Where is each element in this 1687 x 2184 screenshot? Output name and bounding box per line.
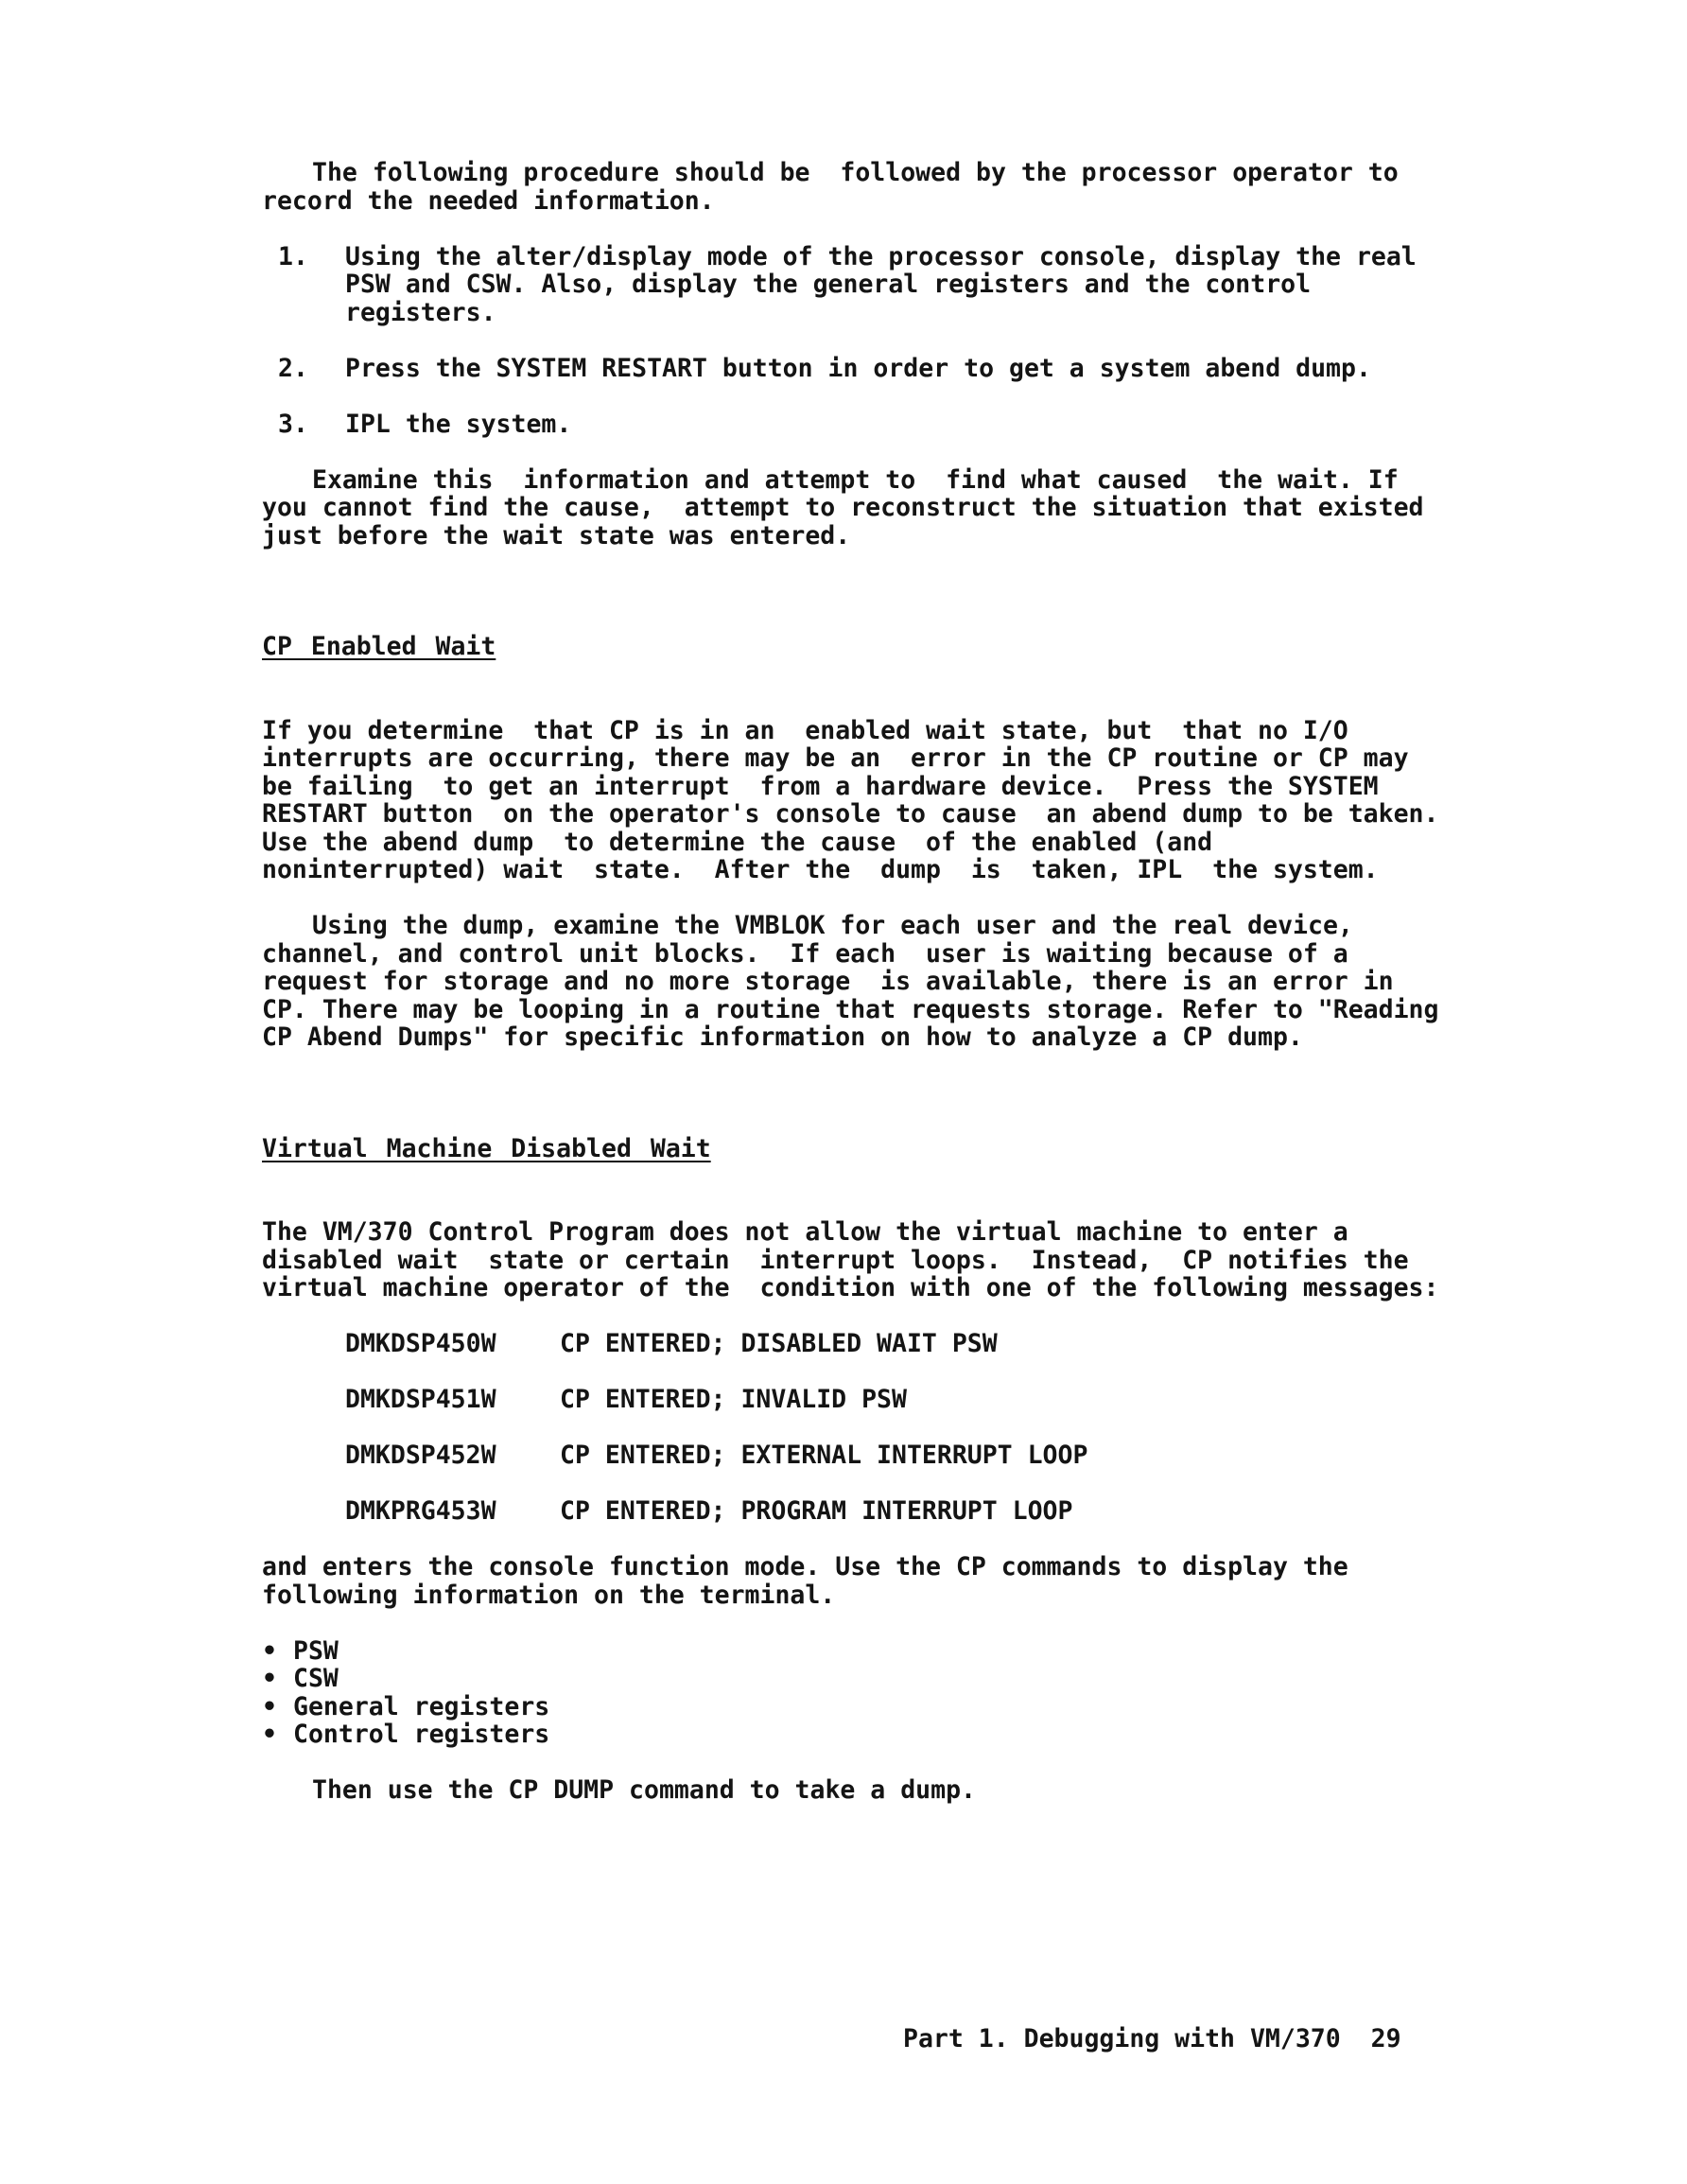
step-text: Press the SYSTEM RESTART button in order to get a system abend dump.: [345, 353, 1371, 383]
section-heading-vm-disabled-wait: Virtual Machine Disabled Wait: [262, 1133, 711, 1163]
message-id: DMKDSP450W: [345, 1329, 496, 1358]
message-id: DMKPRG453W: [345, 1496, 496, 1526]
procedure-step: [262, 411, 1453, 439]
list-item: [262, 1665, 1453, 1693]
message-text: CP ENTERED; INVALID PSW: [560, 1385, 907, 1414]
message-id: DMKDSP451W: [345, 1385, 496, 1414]
page-body: [262, 158, 1470, 1805]
intro-paragraph: The following procedure should be followed by the processor operator to record the needed information.: [262, 158, 1414, 216]
list-item: [262, 1637, 1453, 1666]
section-heading-cp-enabled-wait: CP Enabled Wait: [262, 632, 496, 661]
bullet-icon: •: [262, 1720, 277, 1749]
message-id: DMKDSP452W: [345, 1441, 496, 1470]
procedure-step: [262, 243, 1453, 327]
list-item-text: Control registers: [293, 1720, 550, 1749]
message-item: [262, 1386, 1453, 1414]
display-items-list: [262, 1637, 1453, 1749]
procedure-steps: [262, 243, 1453, 439]
footer-title: Part 1. Debugging with VM/370: [903, 2024, 1341, 2053]
page-footer: [903, 2025, 1401, 2053]
list-item-text: General registers: [293, 1691, 550, 1721]
cp-enabled-wait-paragraph: If you determine that CP is in an enabled wait state, but that no I/O interrupts are occurring, there may be an error in the CP routine or CP may be failing to get an interrupt from a hardware device. Press the SYSTEM RESTART button on the operator's console to cause an abend dump to be taken. Use the abend dump to determine the cause of the enabled (and noninterrupted) wait state. After the dump is taken, IPL the system.: [262, 715, 1470, 884]
message-item: [262, 1330, 1453, 1358]
list-item-text: PSW: [293, 1635, 339, 1666]
vm-disabled-wait-paragraph: The VM/370 Control Program does not allow the virtual machine to enter a disabled wait state or certain interrupt loops. Instead, CP notifies the virtual machine operator of the condition with one of the following messages:: [262, 1217, 1439, 1302]
step-number: 3.: [278, 409, 308, 439]
list-item: [262, 1693, 1453, 1721]
step-number: 1.: [278, 241, 308, 271]
dump-command-paragraph: Then use the CP DUMP command to take a dump.: [312, 1775, 976, 1805]
console-function-paragraph: and enters the console function mode. Use the CP commands to display the following information on the terminal.: [262, 1552, 1364, 1610]
message-text: CP ENTERED; PROGRAM INTERRUPT LOOP: [560, 1496, 1073, 1526]
bullet-icon: •: [262, 1635, 277, 1666]
bullet-icon: •: [262, 1664, 277, 1693]
message-text: CP ENTERED; EXTERNAL INTERRUPT LOOP: [560, 1441, 1088, 1470]
examine-paragraph: Examine this information and attempt to find what caused the wait. If you cannot find the cause, attempt to reconstruct the situation that existed just before the wait state was entered.: [262, 464, 1439, 550]
message-item: [262, 1497, 1453, 1526]
message-text: CP ENTERED; DISABLED WAIT PSW: [560, 1329, 998, 1358]
step-text: Using the alter/display mode of the processor console, display the real PSW and CSW. Also, display the general registers and the control registers.: [345, 241, 1417, 327]
list-item-text: CSW: [293, 1664, 339, 1693]
list-item: [262, 1721, 1453, 1749]
using-dump-paragraph: Using the dump, examine the VMBLOK for each user and the real device, channel, and control unit blocks. If each user is waiting because of a request for storage and no more storage is available, there is an error in CP. There may be looping in a routine that requests storage. Refer to "Reading CP Abend Dumps" for specific information on how to analyze a CP dump.: [262, 911, 1454, 1052]
step-text: IPL the system.: [345, 409, 572, 439]
message-item: [262, 1441, 1453, 1470]
message-list: [262, 1330, 1453, 1526]
page-number: 29: [1370, 2024, 1401, 2053]
bullet-icon: •: [262, 1691, 277, 1721]
step-number: 2.: [278, 353, 308, 383]
procedure-step: [262, 355, 1453, 383]
